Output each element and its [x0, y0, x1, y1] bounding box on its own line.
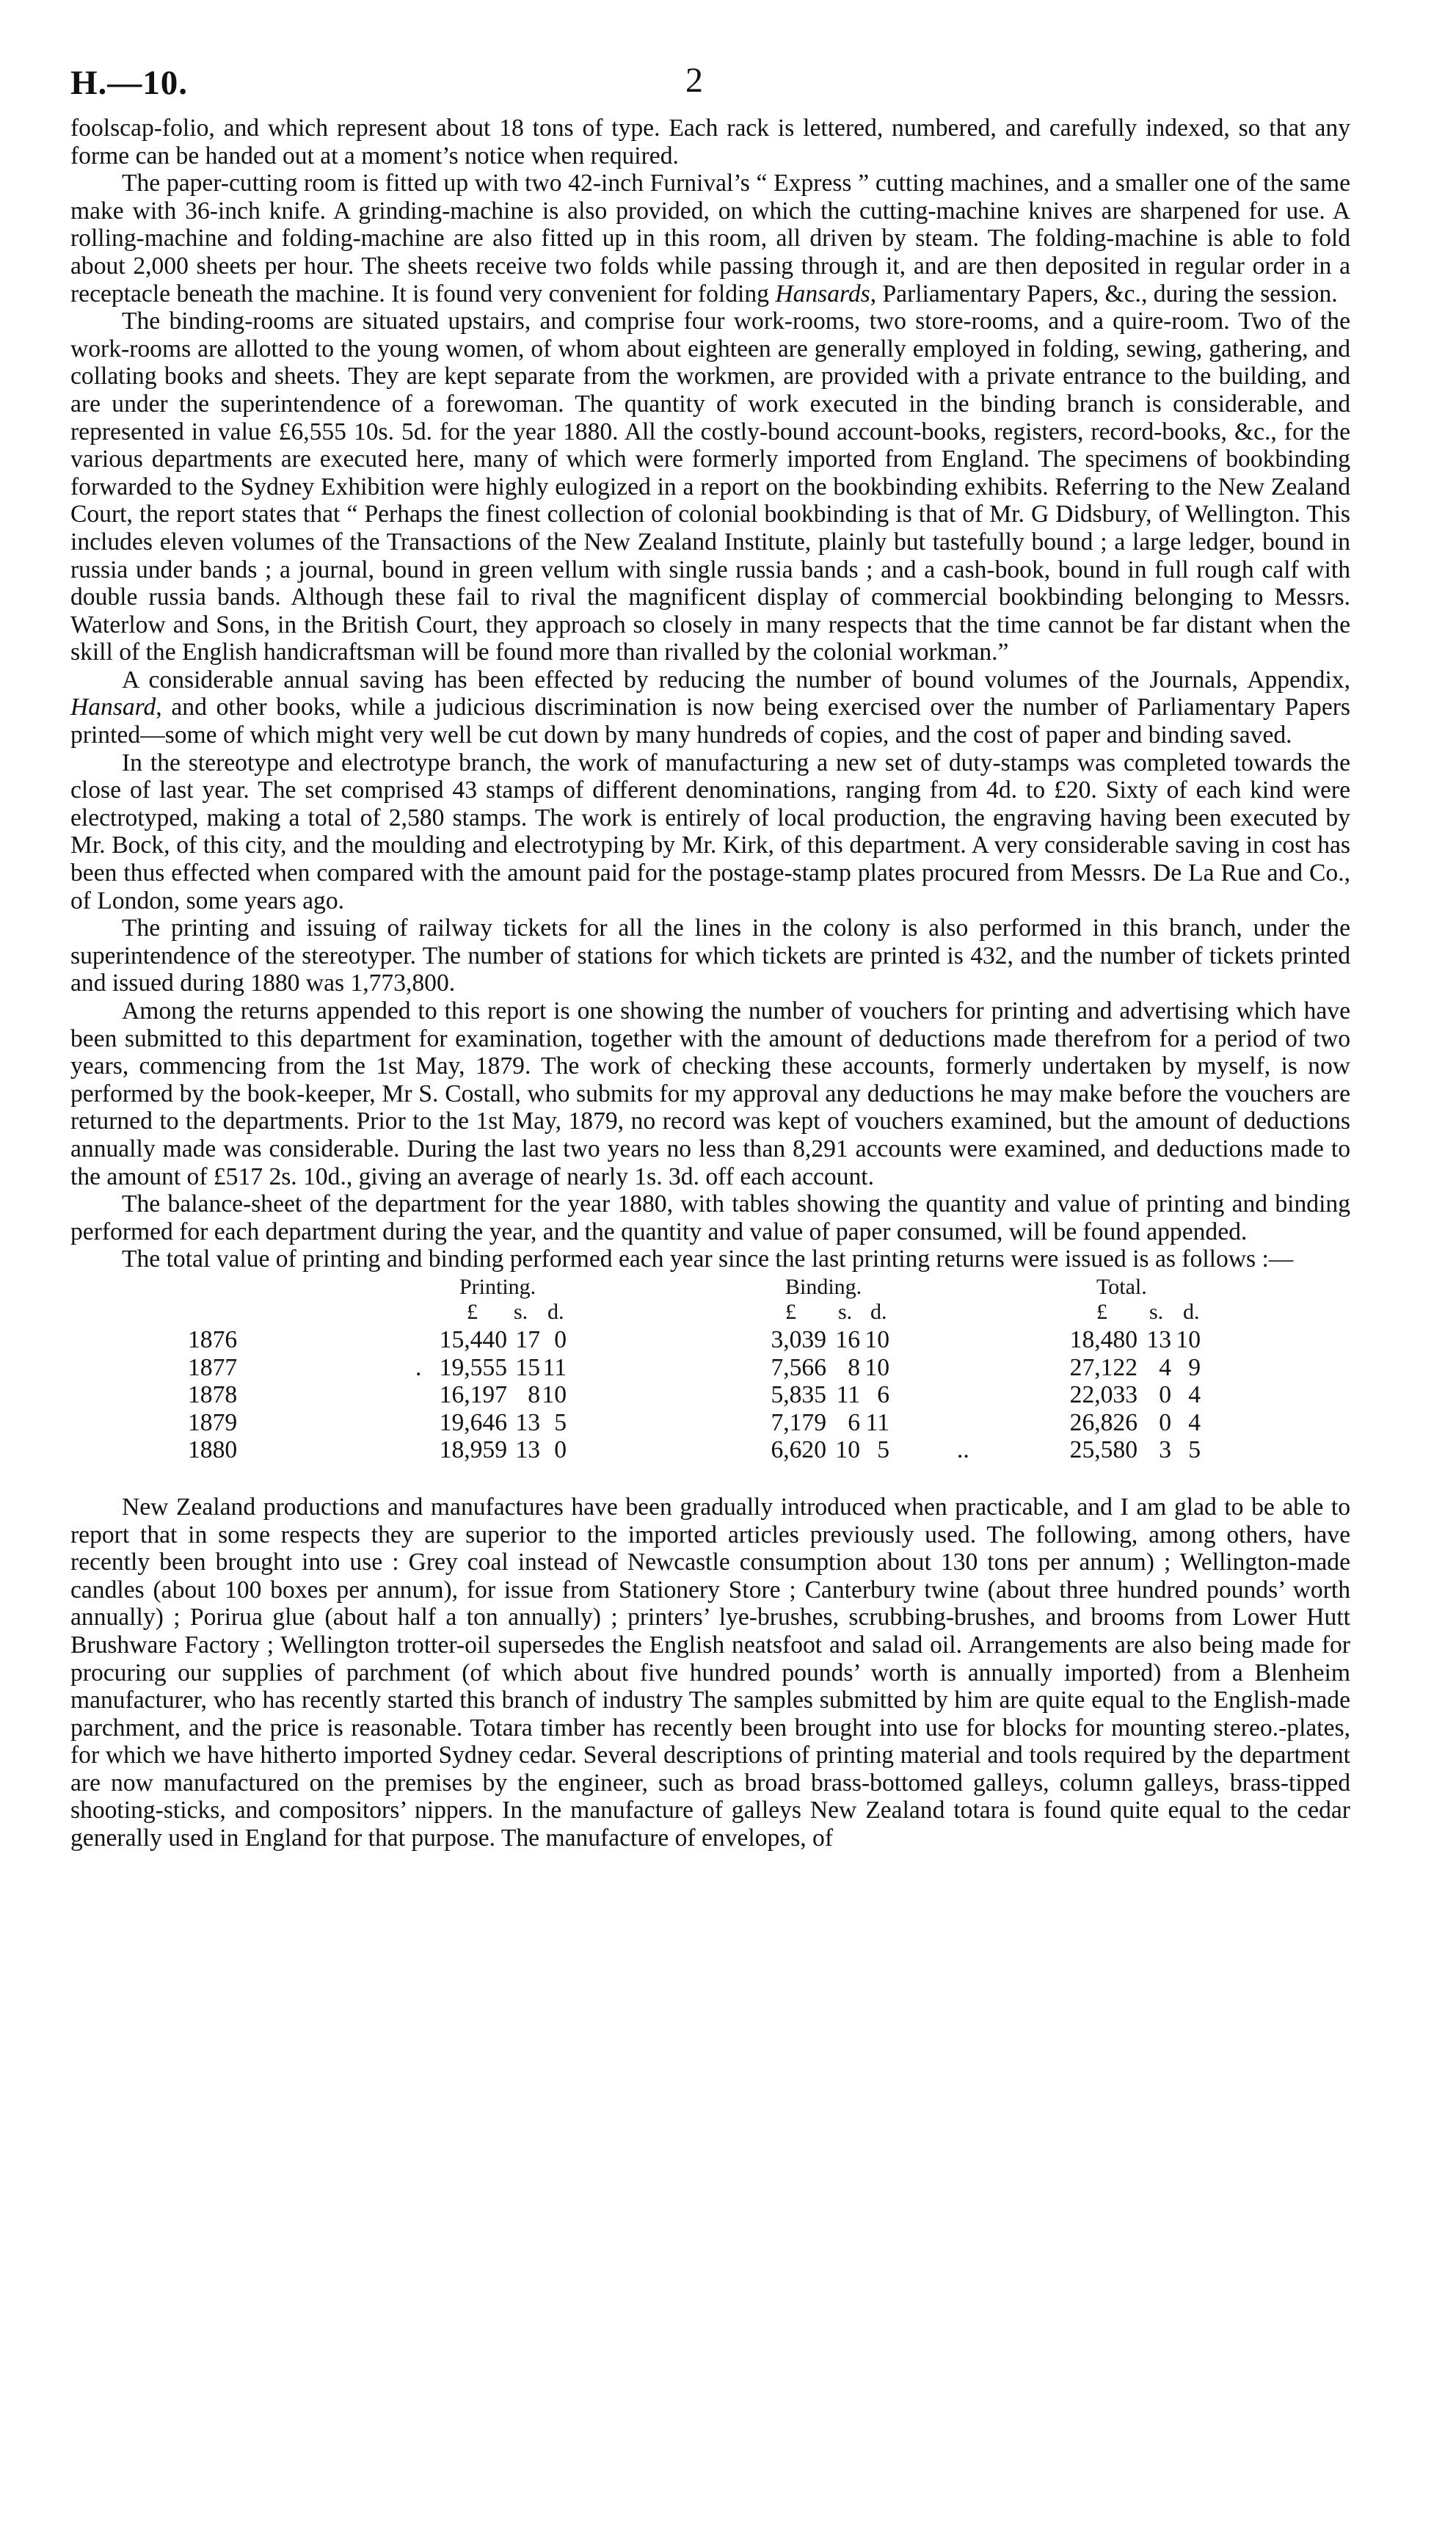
unit-shillings: s. [1149, 1299, 1164, 1324]
body-text [70, 114, 1350, 1852]
table-cell-binding: 10 [864, 1325, 889, 1353]
unit-pence: d. [870, 1299, 887, 1324]
table-cell-total: 22,033 [1069, 1381, 1138, 1409]
document-page [70, 51, 1350, 1852]
table-cell-total: 27,122 [1069, 1353, 1138, 1381]
leader-dots: . [415, 1353, 422, 1381]
table-cell-total: 4 [1188, 1408, 1201, 1436]
document-id: H.—10. [70, 64, 189, 102]
paragraph [70, 308, 1350, 666]
table-cell-total: 25,580 [1069, 1436, 1138, 1464]
text-run: In the stereotype and electrotype branch, the work of manufacturing a new set of duty-stamps was completed towards the close of last year. The set comprised 43 stamps of different denominations, ranging from 4d. to £20. Sixty of each kind were electrotyped, making a total of 2,580 stamps. The work is entirely of local production, the engraving having been executed by Mr. Bock, of this city, and the moulding and electrotyping by Mr. Kirk, of this department. A very considerable saving in cost has been thus effected when compared with the amount paid for the postage-stamp plates procured from Messrs. De La Rue and Co., of London, some years ago. [70, 749, 1350, 914]
table-cell-printing: 19,555 [439, 1353, 507, 1381]
unit-pence: d. [547, 1299, 564, 1324]
text-run: A considerable annual saving has been effected by reducing the number of bound volumes of the Journals, Appendix, [122, 666, 1350, 694]
column-header-total: Total. [1096, 1274, 1147, 1299]
table-cell-total: 4 [1159, 1353, 1171, 1381]
paragraph [70, 997, 1350, 1190]
table-cell-binding: 5,835 [771, 1381, 826, 1409]
table-cell-total: 9 [1188, 1353, 1201, 1381]
table-cell-total: 0 [1159, 1381, 1171, 1409]
table-cell-binding: 16 [835, 1325, 860, 1353]
table-cell-binding: 10 [835, 1436, 860, 1464]
table-year: 1878 [188, 1381, 238, 1409]
table-cell-binding: 7,179 [771, 1408, 826, 1436]
table-cell-printing: 8 [528, 1381, 540, 1409]
unit-pounds: £ [1096, 1299, 1107, 1324]
table-cell-printing: 19,646 [439, 1408, 507, 1436]
table-cell-printing: 0 [554, 1436, 567, 1464]
table-cell-binding: 3,039 [771, 1325, 826, 1353]
table-cell-total: 18,480 [1069, 1325, 1138, 1353]
table-cell-binding: 7,566 [771, 1353, 826, 1381]
paragraph [70, 749, 1350, 915]
page-header [70, 51, 1350, 114]
table-cell-printing: 17 [515, 1325, 540, 1353]
unit-pounds: £ [785, 1299, 796, 1324]
table-cell-printing: 13 [515, 1408, 540, 1436]
table-cell-printing: 18,959 [439, 1436, 507, 1464]
text-run: The binding-rooms are situated upstairs, and comprise four work-rooms, two store-rooms, and a quire-room. Two of the work-rooms are allotted to the young women, of whom about eighteen are generally employed in folding, sewing, gathering, and collating books and sheets. They are kept separate from the workmen, are provided with a private entrance to the building, and are under the superintendence of a forewoman. The quantity of work executed in the binding branch is considerable, and represented in value £6,555 10s. 5d. for the year 1880. All the costly-bound account-books, registers, record-books, &c., for the various departments are executed here, many of which were formerly imported from England. The specimens of bookbinding forwarded to the Sydney Exhibition were highly eulogized in a report on the bookbinding exhibits. Referring to the New Zealand Court, the report states that “ Perhaps the finest collection of colonial bookbinding is that of Mr. G Didsbury, of Wellington. This includes eleven volumes of the Transactions of the New Zealand Institute, plainly but tastefully bound ; a large ledger, bound in russia under bands ; a journal, bound in green vellum with single russia bands ; and a cash-book, bound in full rough calf with double russia bands. Although these fail to rival the magnificent display of commercial bookbinding belonging to Messrs. Waterlow and Sons, in the British Court, they approach so closely in many respects that the time cannot be far distant when the skill of the English handicraftsman will be found more than rivalled by the colonial workman.” [70, 308, 1350, 666]
table-cell-printing: 16,197 [439, 1381, 507, 1409]
table-cell-printing: 15,440 [439, 1325, 507, 1353]
paragraph [70, 1245, 1350, 1273]
paragraph [70, 1493, 1350, 1852]
value-table [70, 1275, 1350, 1489]
table-cell-binding: 11 [836, 1381, 860, 1409]
table-cell-binding: 6 [877, 1381, 889, 1409]
leader-dots: .. [957, 1436, 969, 1464]
table-cell-binding: 10 [864, 1353, 889, 1381]
table-cell-binding: 6 [848, 1408, 860, 1436]
unit-shillings: s. [838, 1299, 853, 1324]
table-cell-printing: 11 [542, 1353, 567, 1381]
text-run: The paper-cutting room is fitted up with two 42-inch Furnival’s “ Express ” cutting machines, and a smaller one of the same make with 36-inch knife. A grinding-machine is also provided, on which the cutting-machine knives are sharpened for use. A rolling-machine and folding-machine are also fitted up in this room, all driven by steam. The folding-machine is able to fold about 2,000 sheets per hour. The sheets receive two folds while passing through it, and are then deposited in regular order in a receptacle beneath the machine. It is found very convenient for folding [70, 170, 1350, 308]
table-year: 1877 [188, 1353, 238, 1381]
table-cell-total: 10 [1176, 1325, 1201, 1353]
text-run: , Parliamentary Papers, &c., during the session. [870, 280, 1338, 308]
table-year: 1880 [188, 1436, 238, 1464]
text-run: The total value of printing and binding performed each year since the last printing returns were issued is as follows :— [122, 1245, 1294, 1273]
unit-pence: d. [1183, 1299, 1200, 1324]
paragraph [70, 114, 1350, 170]
table-cell-total: 13 [1146, 1325, 1171, 1353]
paragraph [70, 914, 1350, 997]
text-run: The printing and issuing of railway tickets for all the lines in the colony is also performed in this branch, under the superintendence of the stereotyper. The number of stations for which tickets are printed is 432, and the number of tickets printed and issued during 1880 was 1,773,800. [70, 914, 1350, 997]
table-cell-total: 26,826 [1069, 1408, 1138, 1436]
unit-pounds: £ [467, 1299, 478, 1324]
table-cell-printing: 10 [542, 1381, 567, 1409]
table-cell-total: 5 [1188, 1436, 1201, 1464]
table-cell-binding: 5 [877, 1436, 889, 1464]
table-cell-total: 4 [1188, 1381, 1201, 1409]
table-cell-printing: 5 [554, 1408, 567, 1436]
column-header-binding: Binding. [785, 1274, 862, 1299]
table-year: 1879 [188, 1408, 238, 1436]
table-cell-total: 0 [1159, 1408, 1171, 1436]
text-run: New Zealand productions and manufactures have been gradually introduced when practicable, and I am glad to be able to report that in some respects they are superior to the imported articles previously used. The following, among others, have recently been brought into use : Grey coal instead of Newcastle consumption about 130 tons per annum) ; Wellington-made candles (about 100 boxes per annum), for issue from Stationery Store ; Canterbury twine (about three hundred pounds’ worth annually) ; Porirua glue (about half a ton annually) ; printers’ lye-brushes, scrubbing-brushes, and brooms from Lower Hutt Brushware Factory ; Wellington trotter-oil supersedes the English neatsfoot and salad oil. Arrangements are also being made for procuring our supplies of parchment (of which about five hundred pounds’ worth is annually imported) from a Blenheim manufacturer, who has recently started this branch of industry The samples submitted by him are quite equal to the English-made parchment, and the price is reasonable. Totara timber has recently been brought into use for blocks for mounting stereo.-plates, for which we have hitherto imported Sydney cedar. Several descriptions of printing material and tools required by the department are now manufactured on the premises by the engineer, such as broad brass-bottomed galleys, column galleys, brass-tipped shooting-sticks, and compositors’ nippers. In the manufacture of galleys New Zealand totara is found quite equal to the cedar generally used in England for that purpose. The manufacture of envelopes, of [70, 1493, 1350, 1852]
column-header-printing: Printing. [459, 1274, 536, 1299]
text-run: Among the returns appended to this report is one showing the number of vouchers for printing and advertising which have been submitted to this department for examination, together with the amount of deductions made therefrom for a period of two years, commencing from the 1st May, 1879. The work of checking these accounts, formerly undertaken by myself, is now performed by the book-keeper, Mr S. Costall, who submits for my approval any deductions he may make before the vouchers are returned to the departments. Prior to the 1st May, 1879, no record was kept of vouchers examined, but the amount of deductions annually made was considerable. During the last two years no less than 8,291 accounts were examined, and deductions made to the amount of £517 2s. 10d., giving an average of nearly 1s. 3d. off each account. [70, 997, 1350, 1190]
table-cell-binding: 11 [865, 1408, 889, 1436]
italic-text: Hansards [775, 280, 870, 308]
table-cell-binding: 8 [848, 1353, 860, 1381]
table-cell-binding: 6,620 [771, 1436, 826, 1464]
paragraph [70, 666, 1350, 749]
table-cell-printing: 13 [515, 1436, 540, 1464]
text-run: foolscap-folio, and which represent about 18 tons of type. Each rack is lettered, numbered, and carefully indexed, so that any forme can be handed out at a moment’s notice when required. [70, 114, 1350, 170]
table-cell-total: 3 [1159, 1436, 1171, 1464]
table-year: 1876 [188, 1325, 238, 1353]
page-number: 2 [685, 61, 703, 100]
text-run: The balance-sheet of the department for the year 1880, with tables showing the quantity and value of printing and binding performed for each department during the year, and the quantity and value of paper consumed, will be found appended. [70, 1190, 1350, 1245]
unit-shillings: s. [514, 1299, 528, 1324]
table-cell-printing: 15 [515, 1353, 540, 1381]
paragraph [70, 170, 1350, 308]
text-run: , and other books, while a judicious discrimination is now being exercised over the number of Parliamentary Papers printed—some of which might very well be cut down by many hundreds of copies, and the cost of paper and binding saved. [70, 694, 1350, 749]
italic-text: Hansard [70, 694, 156, 721]
paragraph [70, 1190, 1350, 1245]
table-cell-printing: 0 [554, 1325, 567, 1353]
